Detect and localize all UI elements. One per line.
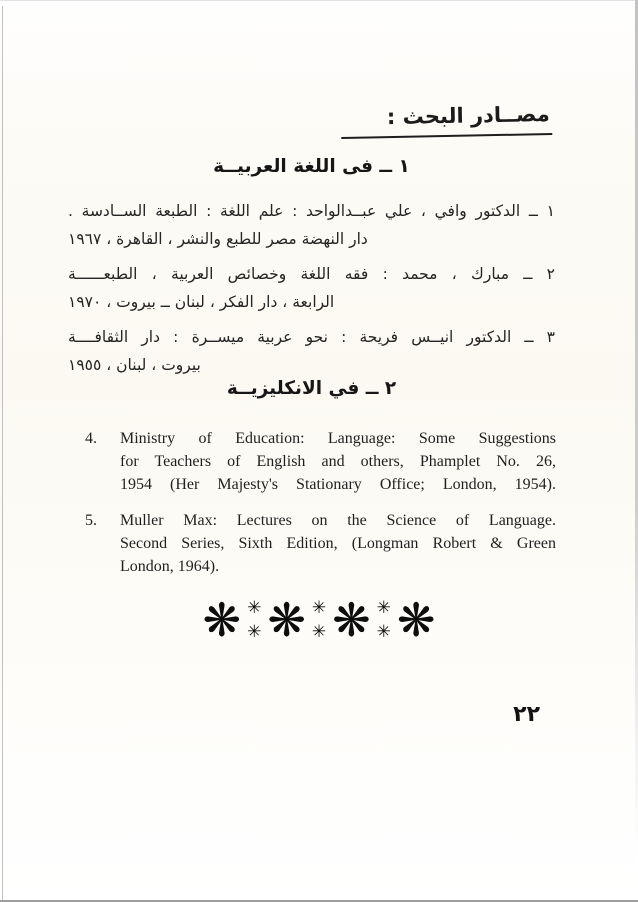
asterisk-pair bbox=[311, 597, 327, 642]
english-entry-line: London, 1964). bbox=[120, 558, 220, 575]
arabic-reference-list bbox=[68, 197, 555, 386]
asterisk-icon: ✳ bbox=[247, 621, 262, 642]
asterisk-icon: ✳ bbox=[376, 597, 391, 618]
english-reference-list bbox=[85, 427, 556, 591]
asterisk-pair bbox=[376, 597, 391, 642]
arabic-entry-line: دار النهضة مصر للطبع والنشر ، القاهرة ، ١٩٦٧ bbox=[68, 230, 368, 248]
english-entry-text bbox=[120, 427, 556, 496]
page-edge-left bbox=[2, 6, 3, 902]
arabic-entry-line: ٣ ــ الدكتور انيــس فريحة : نحو عربية ميســرة : دار الثقافــــة bbox=[68, 328, 555, 346]
english-entry-line: 1954 (Her Majesty's Stationary Office; London, 1954). bbox=[120, 476, 556, 493]
arabic-entry-line: ٢ ــ مبارك ، محمد : فقه اللغة وخصائص العربية ، الطبعــــــة bbox=[68, 265, 555, 283]
page-number: ٢٢ bbox=[513, 702, 540, 727]
sources-title: مصــادر البحث : bbox=[341, 102, 552, 139]
english-entry-text bbox=[120, 509, 556, 578]
english-entry-line: for Teachers of English and others, Phamplet No. 26, bbox=[120, 453, 556, 470]
english-entry-line: Second Series, Sixth Edition, (Longman Robert & Green bbox=[120, 535, 556, 552]
rosette-icon: ❋ bbox=[332, 593, 371, 647]
arabic-entry-3 bbox=[68, 323, 555, 379]
rosette-icon: ❋ bbox=[396, 593, 436, 647]
english-entry-line: Ministry of Education: Language: Some Suggestions bbox=[120, 430, 556, 447]
english-entry-5 bbox=[85, 509, 556, 578]
asterisk-icon: ✳ bbox=[247, 597, 262, 618]
asterisk-icon: ✳ bbox=[376, 621, 391, 642]
arabic-entry-line: الرابعة ، دار الفكر ، لبنان ــ بيروت ، ١٩٧٠ bbox=[68, 293, 335, 311]
english-section-heading: ٢ ــ في الانكليزيــة bbox=[226, 378, 397, 399]
entry-number: 4. bbox=[85, 430, 97, 447]
rosette-icon: ❋ bbox=[202, 593, 242, 647]
asterisk-icon: ✳ bbox=[311, 597, 327, 618]
asterisk-pair bbox=[247, 597, 262, 642]
entry-number: 5. bbox=[85, 512, 97, 529]
english-entry-4 bbox=[85, 427, 556, 496]
ornament-divider bbox=[0, 592, 638, 648]
arabic-entry-1 bbox=[68, 197, 555, 253]
arabic-entry-line: بيروت ، لبنان ، ١٩٥٥ bbox=[68, 356, 201, 374]
arabic-entry-2 bbox=[68, 260, 555, 316]
arabic-entry-line: ١ ــ الدكتور وافي ، علي عبــدالواحد : علم اللغة : الطبعة الســادسة . bbox=[68, 202, 555, 220]
page-edge-top bbox=[0, 0, 638, 1]
rosette-icon: ❋ bbox=[267, 593, 306, 647]
english-entry-line: Muller Max: Lectures on the Science of Language. bbox=[120, 512, 556, 529]
asterisk-icon: ✳ bbox=[311, 621, 327, 642]
arabic-section-heading: ١ ــ فى اللغة العربيــة bbox=[213, 156, 410, 177]
